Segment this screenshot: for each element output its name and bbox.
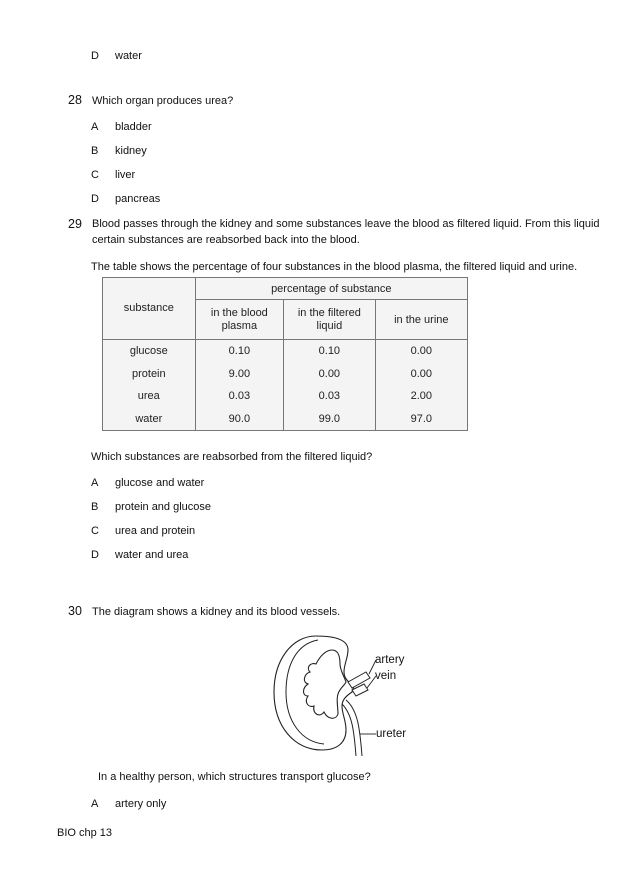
- option-letter: A: [91, 477, 99, 489]
- header-line: in the blood: [210, 306, 268, 319]
- table-cell: 0.00: [410, 367, 432, 380]
- table-column-filtered: [284, 340, 375, 431]
- option-letter: A: [91, 121, 99, 133]
- header-line: plasma: [221, 319, 258, 332]
- header-line: in the filtered: [297, 306, 361, 319]
- table-cell: 0.03: [228, 390, 251, 402]
- table-header-urine: in the urine: [375, 300, 467, 340]
- table-intro: The table shows the percentage of four substances in the blood plasma, the filtered liquid and urine.: [91, 261, 578, 273]
- option-text: urea and protein: [115, 525, 196, 537]
- option-letter: D: [91, 549, 99, 561]
- question-intro: Blood passes through the kidney and some substances leave the blood as filtered liquid. From this liquid: [92, 218, 600, 230]
- option-letter: D: [91, 193, 99, 205]
- ureter-label: ureter: [376, 728, 407, 740]
- table-cell: 0.00: [318, 367, 341, 380]
- table-cell: glucose: [129, 345, 168, 357]
- option-letter: B: [91, 501, 99, 513]
- option-letter: C: [91, 169, 99, 181]
- table-cell: 90.0: [228, 412, 251, 425]
- table-cell: 2.00: [410, 390, 432, 402]
- table-cell: 0.10: [318, 345, 341, 357]
- option-text: pancreas: [115, 193, 161, 205]
- option-text: liver: [115, 169, 136, 181]
- option-letter: D: [91, 50, 99, 62]
- table-cell: 9.00: [228, 367, 251, 380]
- table-cell: 0.03: [318, 390, 341, 402]
- question-intro: certain substances are reabsorbed back into the blood.: [92, 234, 360, 246]
- table-cell: protein: [131, 367, 166, 380]
- option-text: artery only: [115, 798, 167, 810]
- table-cell: 97.0: [410, 412, 432, 425]
- question-intro: The diagram shows a kidney and its blood vessels.: [92, 606, 341, 618]
- table-column-plasma: [195, 340, 284, 431]
- table-column-urine: [375, 340, 467, 431]
- option-text: water: [115, 50, 142, 62]
- option-text: bladder: [115, 121, 152, 133]
- option-text: protein and glucose: [115, 501, 212, 513]
- artery-vessel: [348, 672, 370, 688]
- question-number: 29: [68, 217, 82, 231]
- vein-label: vein: [375, 670, 397, 682]
- table-group-header: percentage of substance: [195, 278, 467, 300]
- table-cell: 0.00: [410, 345, 432, 357]
- option-text: kidney: [115, 145, 147, 157]
- option-letter: B: [91, 145, 99, 157]
- option-text: glucose and water: [115, 477, 205, 489]
- ureter-line-b: [346, 700, 362, 756]
- question-text: In a healthy person, which structures transport glucose?: [98, 771, 371, 783]
- option-letter: A: [91, 798, 99, 810]
- header-line: liquid: [316, 319, 343, 332]
- table-header-filtered: [284, 300, 375, 340]
- substance-table: [102, 277, 468, 431]
- table-header-plasma: [195, 300, 284, 340]
- table-column-substance: [103, 340, 196, 431]
- option-letter: C: [91, 525, 99, 537]
- table-cell: 0.10: [228, 345, 251, 357]
- question-number: 30: [68, 604, 82, 618]
- question-text: Which organ produces urea?: [92, 95, 234, 107]
- table-header-substance: substance: [103, 278, 196, 340]
- question-text: Which substances are reabsorbed from the filtered liquid?: [91, 451, 373, 463]
- option-text: water and urea: [115, 549, 189, 561]
- table-cell: urea: [137, 390, 160, 402]
- table-cell: 99.0: [318, 412, 341, 425]
- question-number: 28: [68, 93, 82, 107]
- footer-text: BIO chp 13: [57, 827, 113, 839]
- artery-label: artery: [375, 654, 405, 666]
- table-cell: water: [135, 412, 163, 425]
